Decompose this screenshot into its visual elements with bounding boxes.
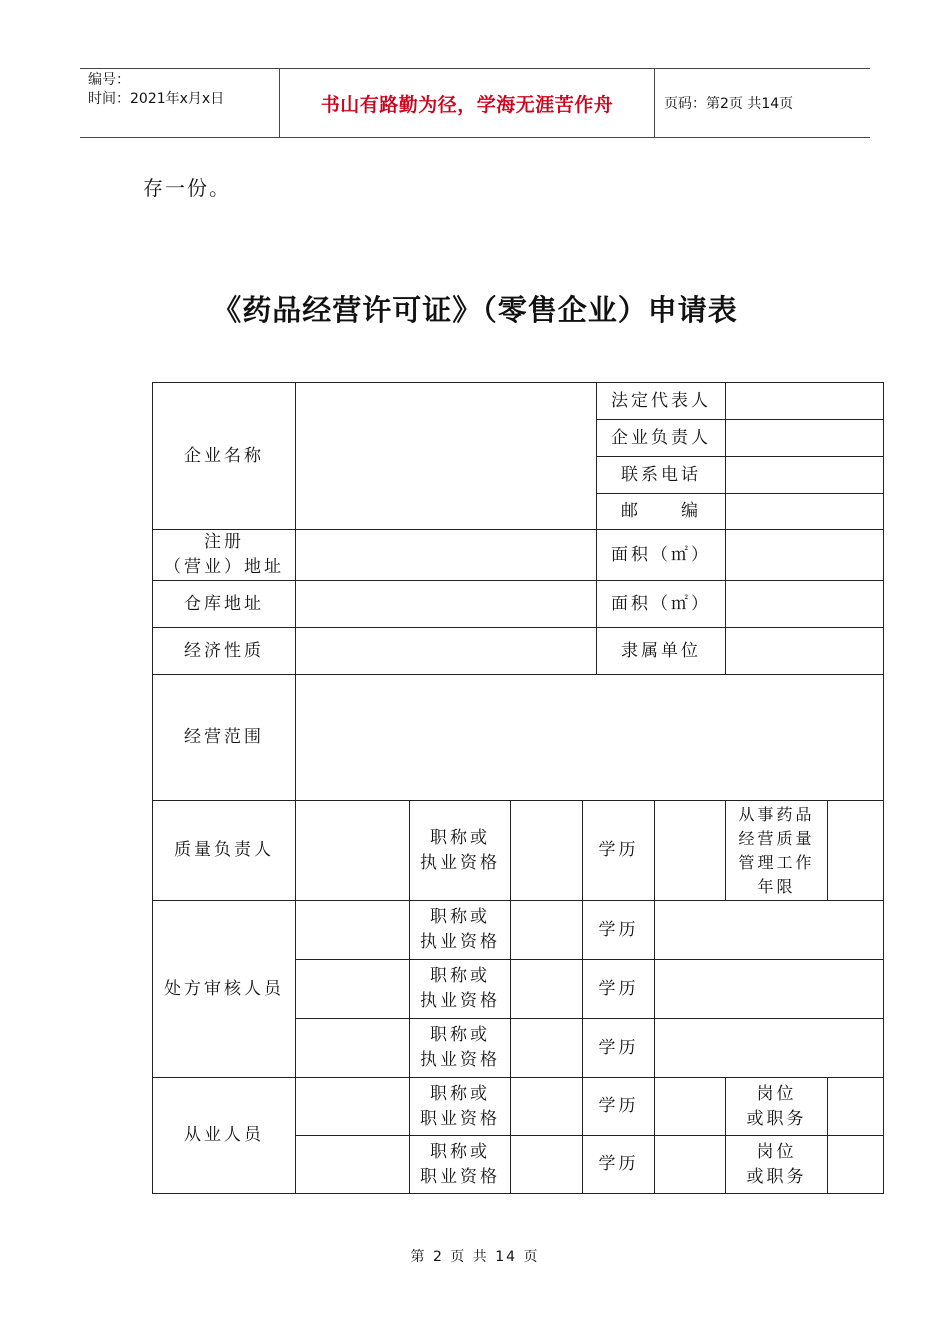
field-legal-representative[interactable] [725, 382, 884, 420]
field-affiliation[interactable] [725, 627, 884, 675]
header-meta [80, 69, 280, 137]
field-staff-2-name[interactable] [295, 1135, 410, 1194]
label-warehouse-area: 面积（㎡） [596, 580, 726, 628]
field-phone[interactable] [725, 456, 884, 494]
field-company-name[interactable] [295, 382, 597, 530]
field-reviewer-2-name[interactable] [295, 959, 410, 1019]
field-staff-2-position[interactable] [827, 1135, 884, 1194]
label-economic-nature: 经济性质 [152, 627, 296, 675]
field-quality-head-education[interactable] [654, 800, 726, 901]
label-reviewer-3-education: 学历 [582, 1018, 655, 1078]
label-postcode: 邮 编 [596, 493, 726, 530]
field-reviewer-2-title[interactable] [510, 959, 583, 1019]
label-company-head: 企业负责人 [596, 419, 726, 457]
field-staff-1-title[interactable] [510, 1077, 583, 1136]
label-staff-2-position: 岗位 或职务 [725, 1135, 828, 1194]
label-staff-2-title: 职称或 职业资格 [409, 1135, 511, 1194]
label-staff-1-title: 职称或 职业资格 [409, 1077, 511, 1136]
page-footer: 第 2 页 共 14 页 [410, 1249, 540, 1265]
field-reviewer-3-name[interactable] [295, 1018, 410, 1078]
header-motto: 书山有路勤为径，学海无涯苦作舟 [280, 69, 655, 137]
label-quality-head-education: 学历 [582, 800, 655, 901]
form-title: 《药品经营许可证》（零售企业）申请表 [212, 293, 738, 327]
field-staff-2-education[interactable] [654, 1135, 726, 1194]
field-staff-2-title[interactable] [510, 1135, 583, 1194]
intro-text: 存一份。 [143, 176, 231, 200]
field-warehouse-area[interactable] [725, 580, 884, 628]
label-business-scope: 经营范围 [152, 674, 296, 801]
field-reviewer-3-education[interactable] [654, 1018, 884, 1078]
label-prescription-reviewers: 处方审核人员 [152, 900, 296, 1078]
field-business-scope[interactable] [295, 674, 884, 801]
label-staff-2-education: 学历 [582, 1135, 655, 1194]
field-reviewer-1-title[interactable] [510, 900, 583, 960]
label-reviewer-1-education: 学历 [582, 900, 655, 960]
label-registered-address: 注册 （营业）地址 [152, 529, 296, 581]
field-reviewer-1-education[interactable] [654, 900, 884, 960]
field-economic-nature[interactable] [295, 627, 597, 675]
label-warehouse-address: 仓库地址 [152, 580, 296, 628]
label-quality-work-years: 从事药品 经营质量 管理工作 年限 [725, 800, 828, 901]
field-staff-1-name[interactable] [295, 1077, 410, 1136]
label-area: 面积（㎡） [596, 529, 726, 581]
header-page-info: 页码：第2页 共14页 [664, 96, 794, 112]
field-staff-1-education[interactable] [654, 1077, 726, 1136]
label-affiliation: 隶属单位 [596, 627, 726, 675]
label-quality-head: 质量负责人 [152, 800, 296, 901]
field-quality-head-name[interactable] [295, 800, 410, 901]
label-staff-1-position: 岗位 或职务 [725, 1077, 828, 1136]
field-registered-address[interactable] [295, 529, 597, 581]
page-header [80, 68, 870, 138]
field-area[interactable] [725, 529, 884, 581]
field-quality-work-years[interactable] [827, 800, 884, 901]
label-staff: 从业人员 [152, 1077, 296, 1194]
label-reviewer-2-education: 学历 [582, 959, 655, 1019]
label-phone: 联系电话 [596, 456, 726, 494]
field-warehouse-address[interactable] [295, 580, 597, 628]
document-number-label: 编号： [88, 72, 130, 88]
field-staff-1-position[interactable] [827, 1077, 884, 1136]
field-postcode[interactable] [725, 493, 884, 530]
field-company-head[interactable] [725, 419, 884, 457]
label-reviewer-2-title: 职称或 执业资格 [409, 959, 511, 1019]
label-legal-representative: 法定代表人 [596, 382, 726, 420]
label-company-name: 企业名称 [152, 382, 296, 530]
label-quality-head-title: 职称或 执业资格 [409, 800, 511, 901]
label-staff-1-education: 学历 [582, 1077, 655, 1136]
field-reviewer-1-name[interactable] [295, 900, 410, 960]
field-reviewer-3-title[interactable] [510, 1018, 583, 1078]
label-reviewer-3-title: 职称或 执业资格 [409, 1018, 511, 1078]
field-quality-head-title[interactable] [510, 800, 583, 901]
document-time: 时间：2021年x月x日 [88, 91, 225, 107]
label-reviewer-1-title: 职称或 执业资格 [409, 900, 511, 960]
field-reviewer-2-education[interactable] [654, 959, 884, 1019]
